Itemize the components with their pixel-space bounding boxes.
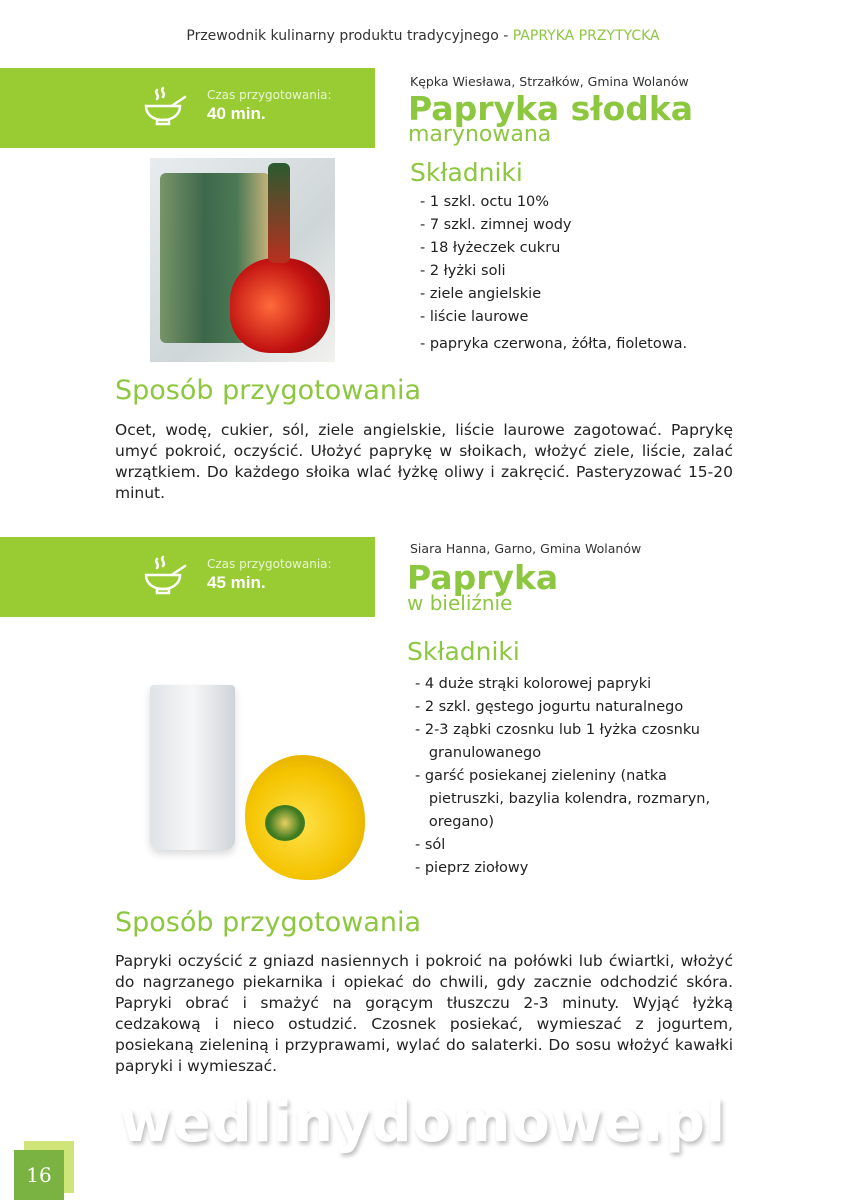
watermark: wedlinydomowe.pl [119, 1090, 727, 1155]
page-number: 16 [14, 1150, 64, 1200]
ingredient-item: - 2 łyżki soli [420, 263, 506, 279]
ingredient-item: pietruszki, bazylia kolendra, rozmaryn, [415, 791, 711, 807]
prep-time-label: Czas przygotowania: [207, 557, 332, 571]
ingredient-item: - liście laurowe [420, 309, 529, 325]
recipe-author: Kępka Wiesława, Strzałków, Gmina Wolanów [410, 74, 689, 89]
ingredient-item: - 2-3 ząbki czosnku lub 1 łyżka czosnku [415, 722, 700, 738]
ingredient-item: - garść posiekanej zieleniny (natka [415, 768, 667, 784]
header-highlight: PAPRYKA PRZYTYCKA [512, 28, 660, 44]
ingredient-item: granulowanego [415, 745, 542, 761]
recipe-subtitle: w bieliźnie [407, 591, 513, 615]
ingredient-item: - 18 łyżeczek cukru [420, 240, 561, 256]
ingredient-item: - 1 szkl. octu 10% [420, 194, 550, 210]
recipe-author: Siara Hanna, Garno, Gmina Wolanów [410, 541, 642, 556]
ingredients-heading: Składniki [407, 637, 520, 666]
ingredients-list [415, 676, 710, 883]
method-text: Papryki oczyścić z gniazd nasiennych i pokroić na połówki lub ćwiartki, włożyć do nagrzanego piekarnika i opiekać do chwili, gdy zacznie odchodzić skóra. Papryki obrać i smażyć na gorącym tłuszczu 2-3 minuty. Wyjąć łyżką cedzakową i nieco ostudzić. Czosnek posiekać, wymieszać z jogurtem, posiekaną zieleniną i przyprawami, wylać do salaterki. Do sosu włożyć kawałki papryki i wymieszać. [115, 952, 733, 1075]
ingredient-item: - pieprz ziołowy [415, 860, 529, 876]
running-header [0, 28, 846, 44]
cooking-pot-icon [143, 86, 189, 126]
ingredient-item: - 7 szkl. zimnej wody [420, 217, 572, 233]
ingredients-heading: Składniki [410, 158, 523, 187]
recipe-title: Papryka słodka [408, 89, 694, 128]
ingredient-item: - papryka czerwona, żółta, fioletowa. [420, 336, 688, 352]
prep-time-band [0, 537, 375, 617]
prep-time-label: Czas przygotowania: [207, 88, 332, 102]
recipe-title: Papryka [407, 558, 559, 597]
method-text: Ocet, wodę, cukier, sól, ziele angielskie, liście laurowe zagotować. Paprykę umyć pokroić, oczyścić. Ułożyć paprykę w słoikach, włożyć ziele, liście, zalać wrzątkiem. Do każdego słoika wlać łyżkę oliwy i zakręcić. Pasteryzować 15-20 minut. [115, 421, 733, 502]
ingredient-item: - 2 szkl. gęstego jogurtu naturalnego [415, 699, 684, 715]
cooking-pot-icon [143, 555, 189, 595]
method-heading: Sposób przygotowania [115, 375, 422, 406]
prep-time-value: 40 min. [207, 104, 266, 123]
ingredient-item: - 4 duże strąki kolorowej papryki [415, 676, 652, 692]
ingredient-item: - ziele angielskie [420, 286, 542, 302]
prep-time-value: 45 min. [207, 573, 266, 592]
milk-and-pepper-photo [115, 625, 370, 900]
ingredients-list [420, 194, 687, 359]
header-text: Przewodnik kulinarny produktu tradycyjnego - [186, 28, 513, 44]
ingredient-item: oregano) [415, 814, 495, 830]
pickled-peppers-photo [150, 158, 335, 362]
ingredient-item: - sól [415, 837, 446, 853]
prep-time-band [0, 68, 375, 148]
method-heading: Sposób przygotowania [115, 907, 422, 938]
recipe-subtitle: marynowana [408, 122, 552, 147]
